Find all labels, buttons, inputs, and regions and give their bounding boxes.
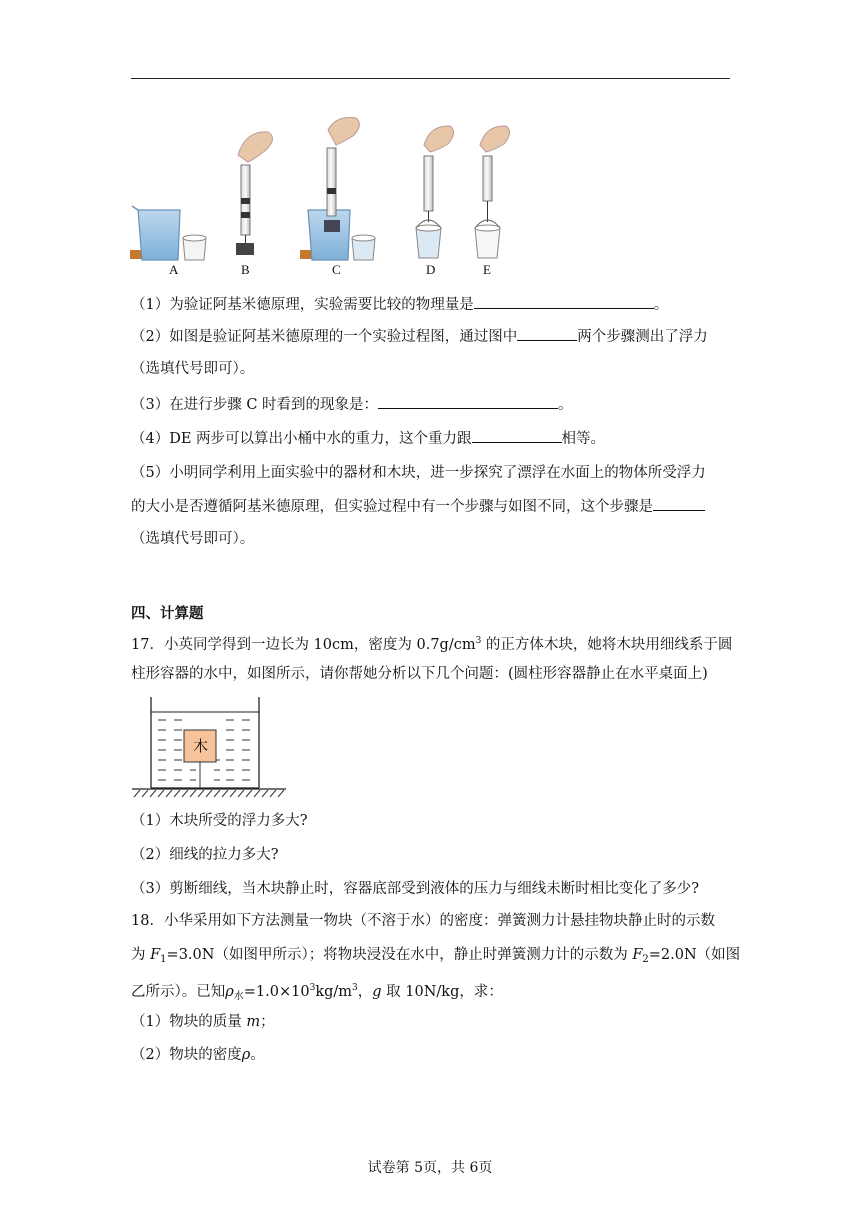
figure-label-d: D	[426, 262, 436, 277]
q18-sub1: （1）物块的质量 m；	[131, 1014, 275, 1030]
wood-block-label: 木	[193, 737, 209, 755]
q17-sub1: （1）木块所受的浮力多大?	[131, 813, 308, 829]
page-footer: 试卷第 5页，共 6页	[367, 1160, 493, 1176]
q16-item1: （1）为验证阿基米德原理，实验需要比较的物理量是 。	[131, 294, 731, 316]
answer-blank[interactable]	[378, 394, 558, 409]
q16-item3: （3）在进行步骤 C 时看到的现象是： 。	[131, 394, 731, 416]
figure-label-c: C	[332, 262, 341, 277]
container-illustration	[130, 692, 290, 802]
answer-blank[interactable]	[472, 428, 562, 443]
figure-label-b: B	[241, 262, 250, 277]
header-rule	[131, 78, 730, 79]
q16-item2-line1: （2）如图是验证阿基米德原理的一个实验过程图，通过图中 两个步骤测出了浮力	[131, 326, 731, 348]
answer-blank[interactable]	[517, 326, 577, 341]
experiment-illustration	[128, 110, 548, 285]
q16-item4: （4）DE 两步可以算出小桶中水的重力，这个重力跟 相等。	[131, 428, 731, 450]
container-figure	[130, 692, 290, 802]
archimedes-experiment-figure	[128, 110, 548, 285]
q17-line1: 17．小英同学得到一边长为 10cm，密度为 $0.7g/cm^3$ 的正方体木块，她将木块用细线系于圆	[131, 636, 733, 653]
q18-sub2: （2）物块的密度ρ。	[131, 1047, 265, 1063]
q16-item5-line3: （选填代号即可）。	[131, 531, 255, 547]
q17-line2: 柱形容器的水中，如图所示，请你帮她分析以下几个问题：(圆柱形容器静止在水平桌面上)	[131, 666, 708, 682]
q16-item5-line2: 的大小是否遵循阿基米德原理，但实验过程中有一个步骤与如图不同，这个步骤是	[131, 496, 731, 518]
q17-sub2: （2）细线的拉力多大?	[131, 847, 279, 863]
section-heading: 四、计算题	[131, 605, 204, 622]
answer-blank[interactable]	[653, 496, 705, 511]
q16-item2-line2: （选填代号即可）。	[131, 361, 255, 377]
q16-item5-line1: （5）小明同学利用上面实验中的器材和木块，进一步探究了漂浮在水面上的物体所受浮力	[131, 465, 706, 481]
figure-label-a: A	[169, 262, 179, 277]
q18-line2: 为 $F_1=3.0N$（如图甲所示）；将物块浸没在水中，静止时弹簧测力计的示数为 $F_2=2.0N$（如图	[131, 947, 741, 965]
q18-line1: 18．小华采用如下方法测量一物块（不溶于水）的密度：弹簧测力计悬挂物块静止时的示数	[131, 913, 715, 929]
q18-line3: 乙所示）。已知$\rho_水=1.0\times 10^3kg/m^3$，g 取 10N/kg，求：	[131, 983, 503, 1002]
figure-label-e: E	[483, 262, 491, 277]
answer-blank[interactable]	[474, 294, 654, 309]
q17-sub3: （3）剪断细线，当木块静止时，容器底部受到液体的压力与细线未断时相比变化了多少?	[131, 881, 699, 897]
